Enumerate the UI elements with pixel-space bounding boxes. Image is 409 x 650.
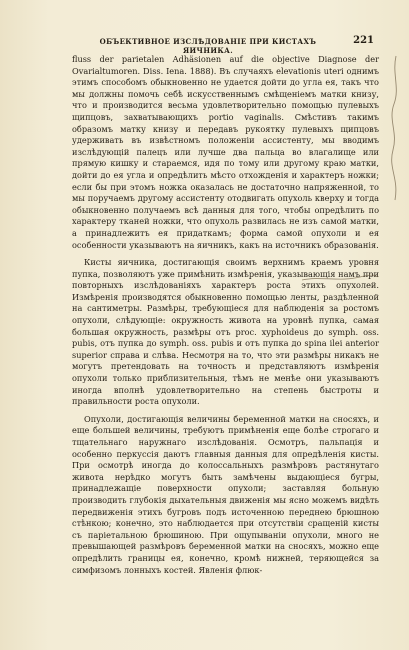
pencil-stroke-icon — [388, 54, 404, 204]
pencil-underline-icon — [300, 270, 380, 286]
paragraph-3: Опухоли, достигающія величины беременной матки на сносяхъ, и еще большей величины, требуютъ примѣненія еще болѣе строгаго и тщательнаго наружнаго изслѣдованія. Осмотръ, пальпація и особенно перкуссія даютъ главныя данныя для опредѣленія кисты. При осмотрѣ иногда до колоссальныхъ размѣровъ растянутаго живота нерѣдко могутъ быть замѣчены выдающіеся бугры, принадлежащіе поверхности опухоли; заставляя больную производить глубокія дыхательныя движенія мы ясно можемъ видѣть передвиженія этихъ бугровъ подъ источенною переднею брюшною стѣнкою; конечно, это наблюдается при отсутствіи сращеній кисты съ паріетальною брюшиною. При ощупываніи опухоли, много не превышающей размѣровъ беременной матки на сносяхъ, можно еще опредѣлить границы ея, конечно, кромѣ нижней, теряющейся за симфизомъ лонныхъ костей. Явленія флюк- — [72, 413, 379, 575]
paragraph-1: fluss der parietalen Adhäsionen auf die objective Diagnose der Ovarialtumoren. Diss. Iena. 1888). Въ случаяхъ elevationis uteri однимъ этимъ способомъ обыкновенно не удается дойти до угла ея, такъ что мы должны помочь себѣ искусственнымъ смѣщеніемъ матки книзу, что и производится весьма удовлетворительно помощью пулевыхъ щипцовъ, захватывающихъ portio vaginalis. Смѣстивъ такимъ образомъ матку книзу и передавъ рукоятку пулевыхъ щипцовъ удерживать въ извѣстномъ положеніи ассистенту, мы вводимъ изслѣдующій палецъ или лучше два пальца во влагалище или прямую кишку и стараемся, идя по тому или другому краю матки, дойти до ея угла и опредѣлить мѣсто отхожденія и характеръ ножки; если бы при этомъ ножка оказалась не достаточно напряженной, то мы поручаемъ другому ассистенту отодвигать опухоль кверху и тогда обыкновенно получаемъ всѣ данныя для того, чтобы опредѣлить по характеру тканей ножки, что опухоль развилась не изъ самой матки, а принадлежитъ ея придаткамъ; форма самой опухоли и ея особенности указываютъ на яичникъ, какъ на источникъ образованія. — [72, 54, 379, 250]
body-text — [72, 54, 379, 576]
handwritten-margin-mark — [382, 54, 404, 204]
page-number: 221 — [353, 35, 374, 46]
paragraph-2: Кисты яичника, достигающія своимъ верхнимъ краемъ уровня пупка, позволяютъ уже примѣнить измѣренія, указывающія намъ при повторныхъ изслѣдованіяхъ характеръ роста этихъ опухолей. Измѣренія производятся обыкновенно помощью ленты, раздѣленной на сантиметры. Размѣры, требующіеся для наблюденія за ростомъ опухоли, слѣдующіе: окружность живота на уровнѣ пупка, самая большая окружность, размѣры отъ proc. xyphoideus до symph. oss. pubis, отъ пупка до symph. oss. pubis и отъ пупка до spina ilei anterior superior справа и слѣва. Несмотря на то, что эти размѣры никакъ не могутъ претендовать на точность и представляютъ измѣренія опухоли только приблизительныя, тѣмъ не менѣе они указываютъ иногда вполнѣ удовлетворительно на степень быстроты и правильности роста опухоли. — [72, 257, 379, 407]
running-head: ОБЪЕКТИВНОЕ ИЗСЛѢДОВАНІЕ ПРИ КИСТАХЪ ЯИЧНИКА. — [99, 37, 317, 55]
page-header — [78, 35, 374, 55]
